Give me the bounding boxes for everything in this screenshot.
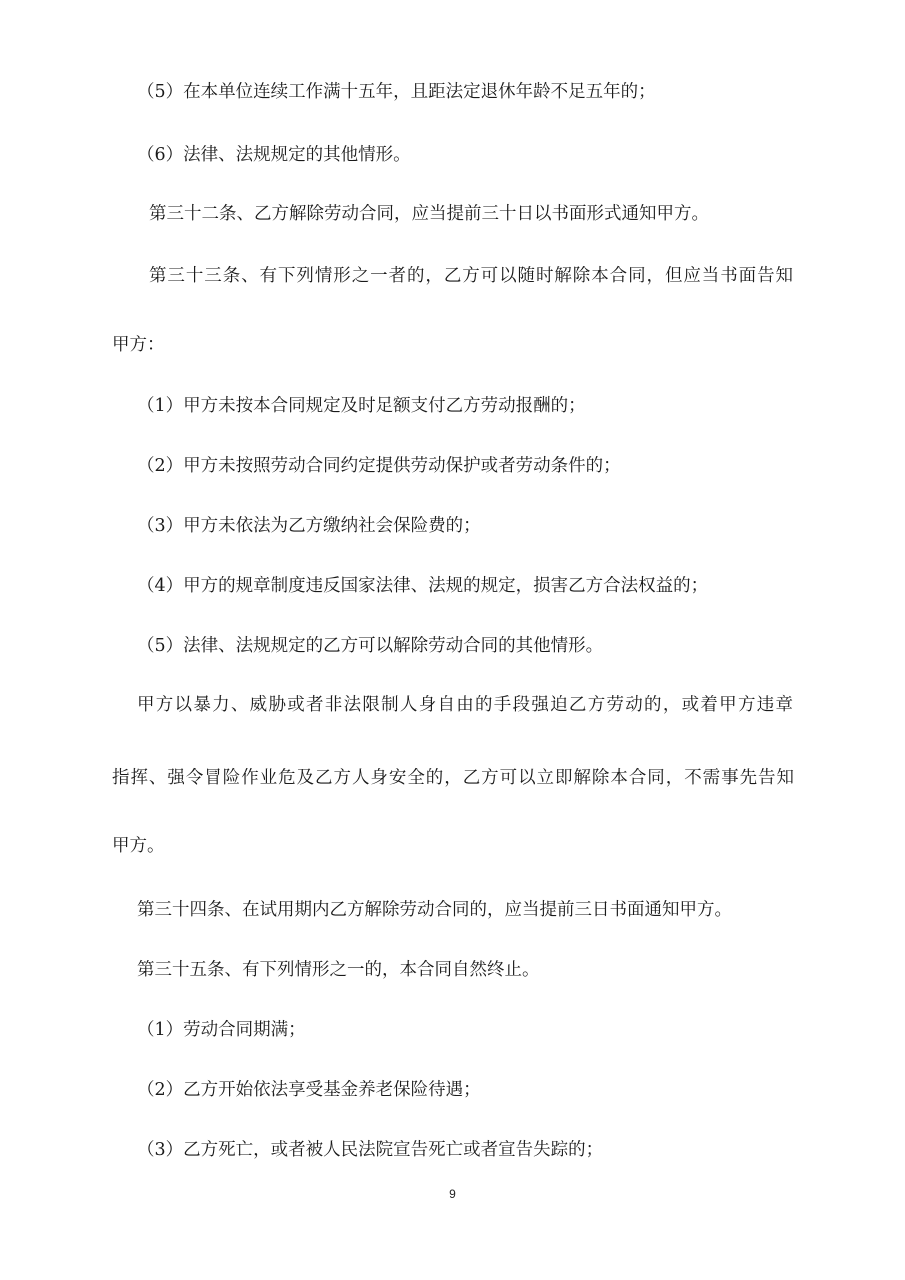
text-line-3: 第三十二条、乙方解除劳动合同，应当提前三十日以书面形式通知甲方。 [149, 204, 709, 224]
text-line-1: （5）在本单位连续工作满十五年，且距法定退休年龄不足五年的； [137, 82, 656, 102]
text-line-17: （2）乙方开始依法享受基金养老保险待遇； [137, 1080, 481, 1100]
text-line-16: （1）劳动合同期满； [137, 1020, 306, 1040]
text-line-9: （4）甲方的规章制度违反国家法律、法规的规定，损害乙方合法权益的； [137, 576, 709, 596]
text-line-7: （2）甲方未按照劳动合同约定提供劳动保护或者劳动条件的； [137, 456, 621, 476]
text-line-18: （3）乙方死亡，或者被人民法院宣告死亡或者宣告失踪的； [137, 1140, 604, 1160]
text-line-11: 甲方以暴力、威胁或者非法限制人身自由的手段强迫乙方劳动的，或着甲方违章 [137, 695, 793, 715]
text-line-8: （3）甲方未依法为乙方缴纳社会保险费的； [137, 516, 481, 536]
text-line-5: 甲方： [112, 335, 165, 355]
text-line-15: 第三十五条、有下列情形之一的，本合同自然终止。 [137, 960, 540, 980]
text-line-14: 第三十四条、在试用期内乙方解除劳动合同的，应当提前三日书面通知甲方。 [137, 900, 732, 920]
text-line-2: （6）法律、法规规定的其他情形。 [137, 145, 411, 165]
page-number: 9 [449, 1187, 456, 1201]
text-line-12: 指挥、强令冒险作业危及乙方人身安全的，乙方可以立即解除本合同，不需事先告知 [112, 768, 794, 788]
text-line-10: （5）法律、法规规定的乙方可以解除劳动合同的其他情形。 [137, 636, 604, 656]
text-line-13: 甲方。 [112, 836, 165, 856]
text-line-4: 第三十三条、有下列情形之一者的，乙方可以随时解除本合同，但应当书面告知 [149, 266, 793, 286]
text-line-6: （1）甲方未按本合同规定及时足额支付乙方劳动报酬的； [137, 396, 586, 416]
